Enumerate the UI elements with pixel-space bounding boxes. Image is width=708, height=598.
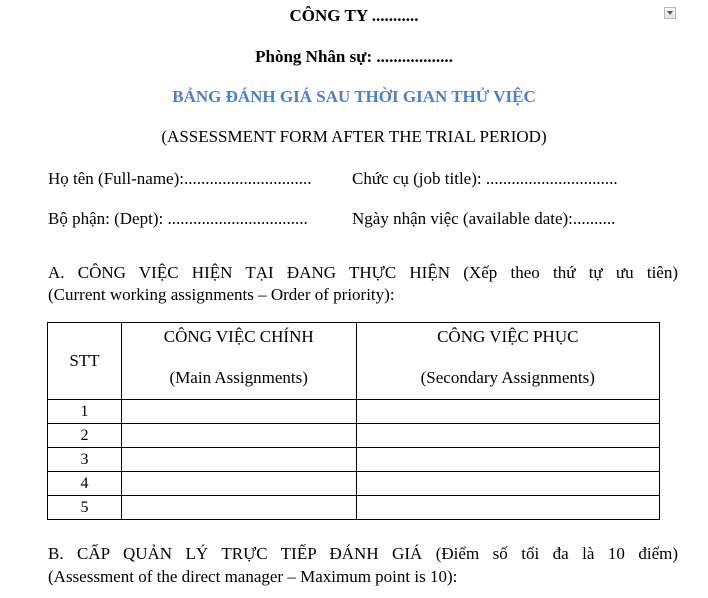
table-row — [48, 472, 660, 496]
main-assignment-cell[interactable] — [121, 400, 356, 424]
row-number: 1 — [48, 400, 122, 424]
department-line: Phòng Nhân sự: .................. — [255, 47, 453, 66]
full-name-field: Họ tên (Full-name):.............................. — [48, 169, 312, 188]
dept-field: Bộ phận: (Dept): ................................. — [48, 209, 308, 228]
job-title-field: Chức cụ (job title): ............................... — [352, 169, 618, 188]
secondary-assignment-cell[interactable] — [356, 448, 659, 472]
row-number: 4 — [48, 472, 122, 496]
secondary-assignment-cell[interactable] — [356, 424, 659, 448]
secondary-assignment-cell[interactable] — [356, 400, 659, 424]
table-row — [48, 400, 660, 424]
column-header-secondary-vi: CÔNG VIỆC PHỤC — [437, 327, 579, 346]
main-assignment-cell[interactable] — [121, 448, 356, 472]
column-header-main — [121, 323, 356, 400]
form-title: BẢNG ĐÁNH GIÁ SAU THỜI GIAN THỬ VIỆC — [172, 87, 536, 106]
column-header-main-vi: CÔNG VIỆC CHÍNH — [163, 327, 314, 346]
form-subtitle: (ASSESSMENT FORM AFTER THE TRIAL PERIOD) — [161, 127, 547, 146]
row-number: 5 — [48, 496, 122, 520]
row-number: 2 — [48, 424, 122, 448]
secondary-assignment-cell[interactable] — [356, 472, 659, 496]
table-row — [48, 448, 660, 472]
row-number: 3 — [48, 448, 122, 472]
secondary-assignment-cell[interactable] — [356, 496, 659, 520]
main-assignment-cell[interactable] — [121, 424, 356, 448]
table-row — [48, 424, 660, 448]
column-header-stt — [48, 323, 122, 400]
section-b-subheading: (Assessment of the direct manager – Maximum point is 10): — [48, 567, 458, 586]
section-a-subheading: (Current working assignments – Order of priority): — [48, 285, 395, 304]
available-date-field: Ngày nhận việc (available date):.......... — [352, 209, 616, 228]
table-row — [48, 496, 660, 520]
company-name: CÔNG TY ........... — [289, 6, 419, 25]
main-assignment-cell[interactable] — [121, 472, 356, 496]
column-header-secondary-en: (Secondary Assignments) — [420, 368, 595, 387]
column-header-secondary — [356, 323, 659, 400]
column-header-main-en: (Main Assignments) — [169, 368, 308, 387]
section-a-heading: A. CÔNG VIỆC HIỆN TẠI ĐANG THỰC HIỆN (Xếp theo thứ tự ưu tiên) — [48, 263, 678, 282]
assignments-table — [47, 322, 660, 520]
section-b-heading: B. CẤP QUẢN LÝ TRỰC TIẾP ĐÁNH GIÁ (Điểm số tối đa là 10 điểm) — [48, 544, 678, 563]
column-header-stt-label: STT — [69, 351, 100, 370]
main-assignment-cell[interactable] — [121, 496, 356, 520]
table-header-row — [48, 323, 660, 400]
